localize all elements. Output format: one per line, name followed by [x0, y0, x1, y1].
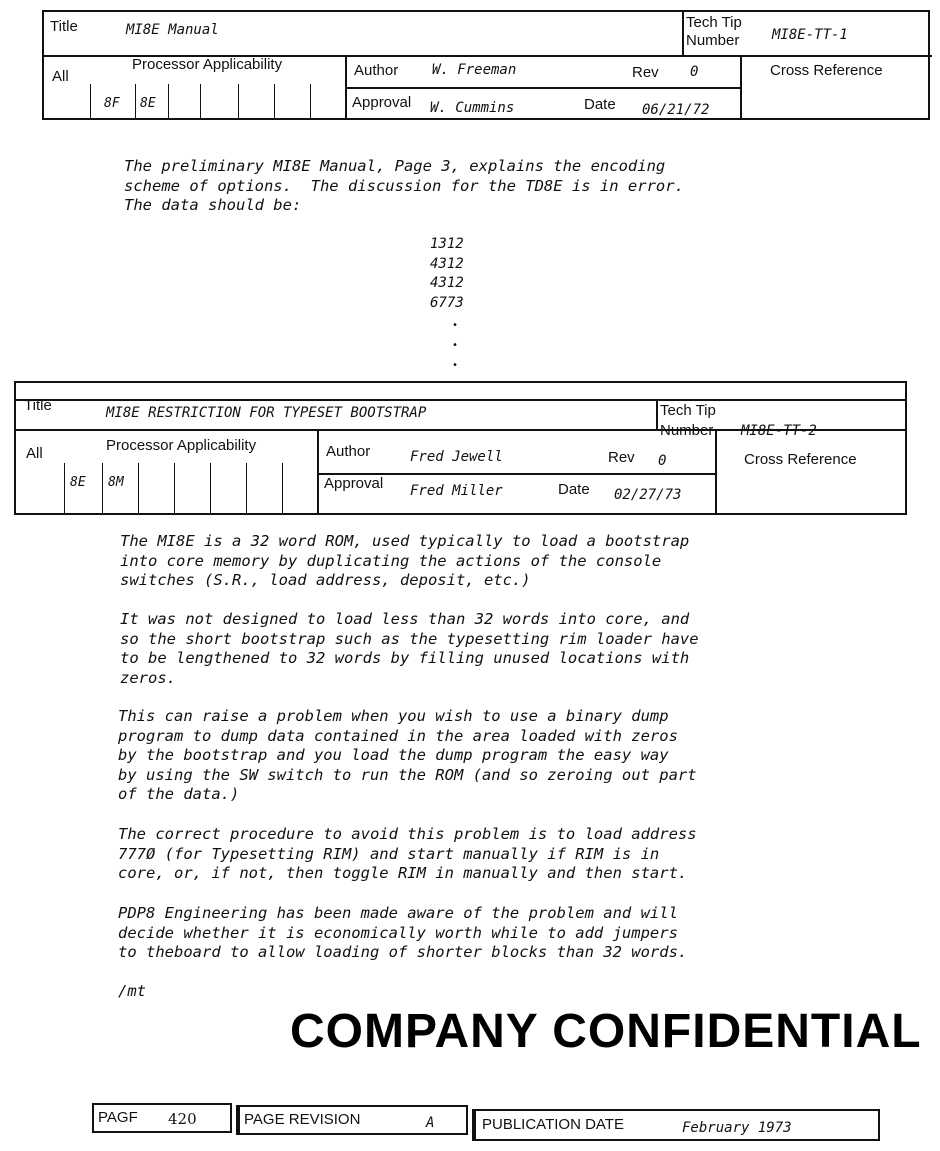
approval-value: W. Cummins: [430, 100, 515, 116]
processor-label: Processor Applicability: [132, 56, 283, 73]
all-label: All: [52, 68, 69, 85]
page-revision-value: A: [426, 1115, 435, 1131]
rev-value: 0: [690, 64, 699, 80]
tech-tip-number: MI8E-TT-2: [741, 423, 817, 439]
rev-label: Rev: [632, 64, 659, 81]
company-confidential-stamp: COMPANY CONFIDENTIAL: [290, 1005, 922, 1058]
author-value: W. Freeman: [432, 62, 517, 78]
tip-2-paragraph-1: The MI8E is a 32 word ROM, used typically to load a bootstrap into core memory by duplicating the actions of the console switches (S.R., load address, deposit, etc.): [120, 532, 690, 589]
tip-2-paragraph-4: The correct procedure to avoid this problem is to load address 777Ø (for Typesetting RIM) and start manually if RIM is in core, or, if not, then toggle RIM in manually and then start.: [118, 825, 697, 882]
footer-pubdate-box: [472, 1109, 880, 1141]
publication-date-value: February 1973: [682, 1120, 792, 1136]
tech-tip-number: MI8E-TT-1: [772, 27, 848, 43]
date-label: Date: [558, 481, 590, 498]
author-label: Author: [354, 62, 399, 79]
author-label: Author: [326, 443, 371, 460]
title-value: MI8E RESTRICTION FOR TYPESET BOOTSTRAP: [106, 405, 427, 421]
processor-8m: 8M: [108, 475, 124, 490]
tip-1-body: The preliminary MI8E Manual, Page 3, explains the encoding scheme of options. The discussion for the TD8E is in error. The data should be:: [124, 157, 684, 214]
processor-8e: 8E: [140, 96, 156, 111]
processor-slots: [64, 463, 318, 515]
tip-2-paragraph-5: PDP8 Engineering has been made aware of the problem and will decide whether it is economically worth while to add jumpers to theboard to allow loading of shorter blocks than 32 words.: [118, 904, 688, 961]
tech-tip-label: Tech Tip Number: [686, 14, 742, 49]
tech-tip-label: Tech Tip Number: [660, 402, 716, 439]
rev-label: Rev: [608, 449, 635, 466]
tip-2-paragraph-2: It was not designed to load less than 32 words into core, and so the short bootstrap such as the typesetting rim loader have to be lengthened to 32 words by filling unused locations with zeros.: [120, 610, 699, 687]
date-value: 02/27/73: [614, 487, 682, 503]
all-label: All: [26, 445, 43, 462]
title-label: Title: [50, 18, 78, 35]
date-value: 06/21/72: [642, 102, 710, 118]
title-value: MI8E Manual: [126, 22, 219, 38]
footer-page-box: [92, 1103, 232, 1133]
cross-reference-label: Cross Reference: [744, 451, 857, 468]
cross-reference-label: Cross Reference: [770, 62, 883, 79]
author-value: Fred Jewell: [410, 449, 503, 465]
approval-label: Approval: [352, 94, 412, 111]
tip-2-paragraph-3: This can raise a problem when you wish to use a binary dump program to dump data contained in the area loaded with zeros by the bootstrap and you load the dump program the easy way by using the SW switch to run the ROM (and so zeroing out part of the data.): [118, 707, 697, 803]
approval-value: Fred Miller: [410, 483, 503, 499]
tech-tip-2-header: [14, 381, 909, 517]
processor-8e: 8E: [70, 475, 86, 490]
date-label: Date: [584, 96, 616, 113]
page-number: 420: [168, 1110, 197, 1128]
page-revision-label: PAGE REVISION: [244, 1111, 361, 1128]
page-footer: [92, 1101, 882, 1143]
title-label: Title: [24, 397, 52, 414]
publication-date-label: PUBLICATION DATE: [482, 1116, 624, 1133]
footer-revision-box: [236, 1105, 468, 1135]
signoff: /mt: [118, 982, 146, 1000]
tip-1-data-values: 1312 4312 4312 6773: [430, 236, 464, 311]
processor-slots: [90, 84, 346, 120]
page-label: PAGF: [98, 1109, 138, 1126]
processor-8f: 8F: [104, 96, 120, 111]
approval-label: Approval: [324, 475, 384, 492]
processor-label: Processor Applicability: [106, 437, 257, 454]
tech-tip-1-header: [42, 10, 932, 122]
rev-value: 0: [658, 453, 667, 469]
continuation-dots: • • •: [452, 320, 459, 371]
